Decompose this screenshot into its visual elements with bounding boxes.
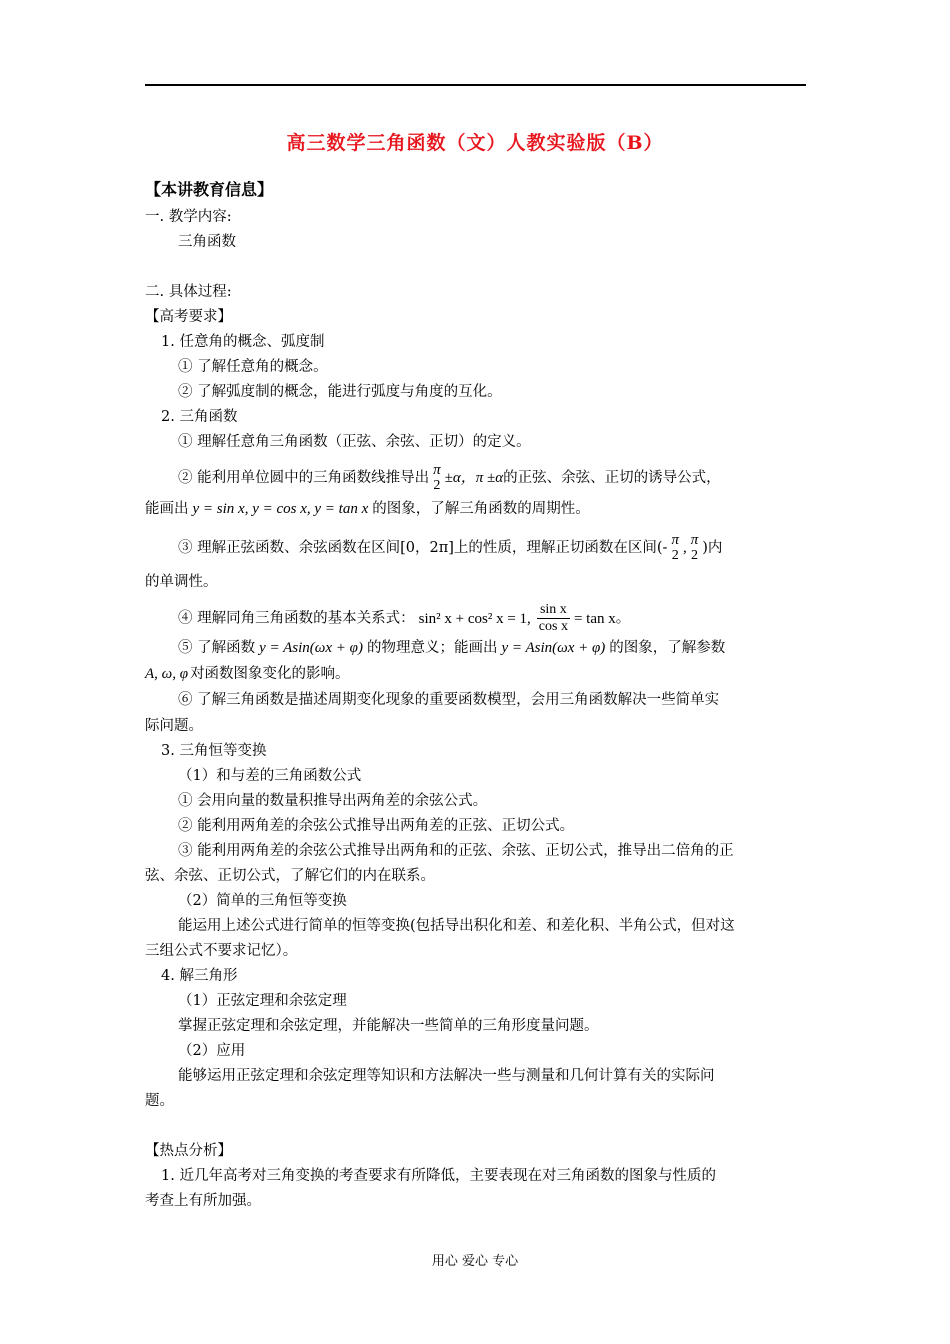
item-1-a: ① 了解任意角的概念。 xyxy=(178,359,328,375)
item-2-e: ⑤ 了解函数 y = Asin(ωx + φ) 的物理意义；能画出 y = Asin(ωx + φ) 的图象，了解参数 xyxy=(178,640,726,656)
item-2-b-cont: 能画出 y = sin x, y = cos x, y = tan x 的图象，了解三角函数的周期性。 xyxy=(145,501,590,517)
document-title: 高三数学三角函数（文）人教实验版（B） xyxy=(286,132,664,154)
header-rule xyxy=(145,84,806,86)
item-2-b: ② 能利用单位圆中的三角函数线推导出 π 2 ±α，π ±α的正弦、余弦、正切的诱导公式， xyxy=(178,462,721,493)
item-2-d: ④ 理解同角三角函数的基本关系式： sin² x + cos² x = 1, $\frac{\text{sin x}}{\text{cos x}}$ = tan x。 xyxy=(178,602,631,634)
item-3-d: 能运用上述公式进行简单的恒等变换(包括导出积化和差、和差化积、半角公式，但对这 xyxy=(178,918,735,934)
item-4-a: 掌握正弦定理和余弦定理，并能解决一些简单的三角形度量问题。 xyxy=(178,1018,599,1034)
item-1-title: 1. 任意角的概念、弧度制 xyxy=(161,334,325,350)
item-2-title: 2. 三角函数 xyxy=(161,409,238,425)
item-4-sub-1: （1）正弦定理和余弦定理 xyxy=(178,993,347,1009)
item-2-a: ① 理解任意角三角函数（正弦、余弦、正切）的定义。 xyxy=(178,434,531,450)
item-3-c-cont: 弦、余弦、正切公式，了解它们的内在联系。 xyxy=(145,868,435,884)
item-3-b: ② 能利用两角差的余弦公式推导出两角差的正弦、正切公式。 xyxy=(178,818,575,834)
requirements-heading: 【高考要求】 xyxy=(145,309,232,325)
item-4-sub-2: （2）应用 xyxy=(178,1043,246,1059)
item-4-title: 4. 解三角形 xyxy=(161,968,238,984)
item-2-c: ③ 理解正弦函数、余弦函数在区间[0，2π]上的性质，理解正切函数在区间(- π 2 , π 2 )内 xyxy=(178,532,723,563)
page-footer: 用心 爱心 专心 xyxy=(431,1254,519,1269)
hot-analysis-heading: 【热点分析】 xyxy=(145,1143,232,1159)
item-2-f-cont: 际问题。 xyxy=(145,718,203,734)
section-info-heading: 【本讲教育信息】 xyxy=(145,180,274,199)
item-3-sub-2: （2）简单的三角恒等变换 xyxy=(178,893,347,909)
hot-analysis-1-cont: 考查上有所加强。 xyxy=(145,1193,261,1209)
sin-over-cos-fraction: $\frac{\text{sin x}}{\text{cos x}}$ xyxy=(538,602,568,634)
section-1-heading: 一. 教学内容: xyxy=(145,209,232,225)
item-2-f: ⑥ 了解三角函数是描述周期变化现象的重要函数模型，会用三角函数解决一些简单实 xyxy=(178,692,720,708)
item-3-c: ③ 能利用两角差的余弦公式推导出两角和的正弦、余弦、正切公式，推导出二倍角的正 xyxy=(178,843,734,859)
item-4-b: 能够运用正弦定理和余弦定理等知识和方法解决一些与测量和几何计算有关的实际问 xyxy=(178,1068,715,1084)
item-3-d-cont: 三组公式不要求记忆）。 xyxy=(145,943,298,959)
item-3-a: ① 会用向量的数量积推导出两角差的余弦公式。 xyxy=(178,793,488,809)
item-2-c-cont: 的单调性。 xyxy=(145,574,218,590)
item-1-b: ② 了解弧度制的概念，能进行弧度与角度的互化。 xyxy=(178,384,502,400)
section-1-content: 三角函数 xyxy=(178,234,236,250)
item-3-sub-1: （1）和与差的三角函数公式 xyxy=(178,768,362,784)
item-2-e-cont: A, ω, φ 对函数图象变化的影响。 xyxy=(145,666,350,682)
section-2-heading: 二. 具体过程: xyxy=(145,284,232,300)
pi-over-two-fraction: π 2 xyxy=(433,462,441,493)
item-3-title: 3. 三角恒等变换 xyxy=(161,743,267,759)
hot-analysis-1: 1. 近几年高考对三角变换的考查要求有所降低，主要表现在对三角函数的图象与性质的 xyxy=(161,1168,716,1184)
item-4-b-cont: 题。 xyxy=(145,1093,174,1109)
